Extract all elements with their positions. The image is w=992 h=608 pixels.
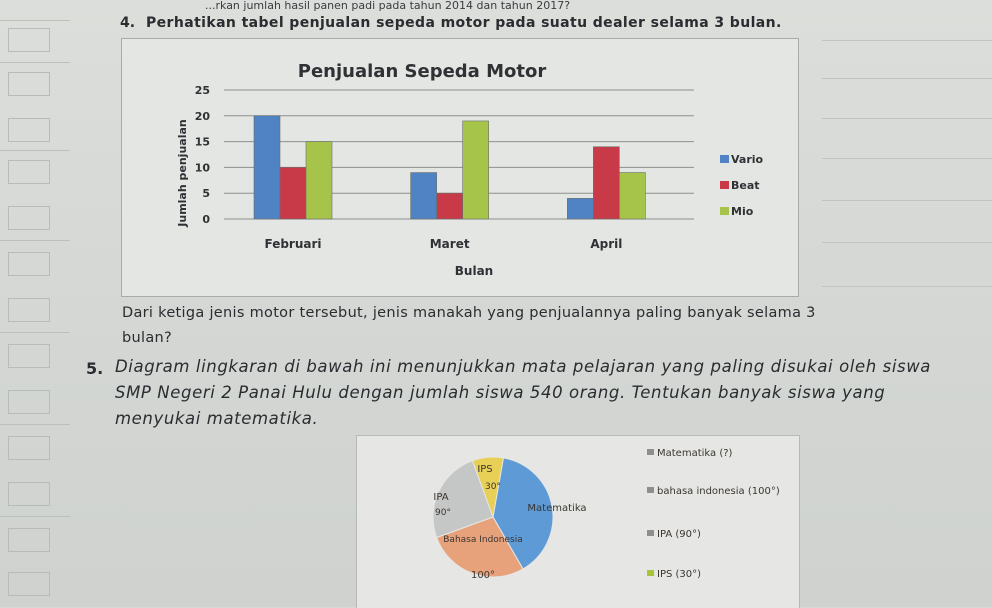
margin-box — [8, 206, 50, 230]
margin-line — [0, 424, 70, 425]
bar-chart-panel — [121, 38, 799, 297]
margin-box — [8, 28, 50, 52]
right-rule — [822, 286, 992, 287]
right-rule — [822, 158, 992, 159]
margin-line — [0, 516, 70, 517]
y-tick-label: 10 — [194, 161, 210, 175]
margin-box — [8, 252, 50, 276]
question-4-line-1: Dari ketiga jenis motor tersebut, jenis manakah yang penjualannya paling banyak selama 3 — [122, 305, 816, 321]
pie-label-ipa: IPA — [433, 492, 449, 503]
bar-mio-april — [619, 173, 645, 219]
pie-value-ipa: 90° — [435, 508, 451, 518]
chart-title: Penjualan Sepeda Motor — [297, 61, 547, 82]
bar-vario-februari — [254, 116, 280, 219]
bar-mio-februari — [306, 142, 332, 219]
pie-label-ips: IPS — [477, 464, 493, 475]
pie-legend-swatch — [647, 487, 654, 493]
right-rule — [822, 242, 992, 243]
legend-swatch-beat — [720, 181, 729, 189]
margin-box — [8, 344, 50, 368]
right-rule — [822, 40, 992, 41]
pie-legend-label: IPS (30°) — [657, 569, 702, 580]
bar-vario-april — [567, 198, 593, 219]
y-tick-label: 25 — [194, 84, 210, 97]
bar-mio-maret — [463, 121, 489, 219]
y-tick-label: 15 — [194, 135, 210, 149]
margin-box — [8, 72, 50, 96]
previous-question-fragment: ...rkan jumlah hasil panen padi pada tahun 2014 dan tahun 2017? — [205, 0, 571, 12]
bar-vario-maret — [411, 173, 437, 219]
question-4-prompt: Perhatikan tabel penjualan sepeda motor pada suatu dealer selama 3 bulan. — [146, 15, 782, 31]
legend-swatch-mio — [720, 207, 729, 215]
legend-label-beat: Beat — [731, 179, 760, 192]
margin-line — [0, 62, 70, 63]
margin-box — [8, 118, 50, 142]
x-tick-label: Maret — [429, 237, 470, 251]
question-5-line-3: menyukai matematika. — [115, 409, 319, 428]
y-tick-label: 20 — [194, 109, 210, 123]
pie-legend-swatch — [647, 449, 654, 455]
pie-label-bahasa-text: Bahasa Indonesia — [443, 535, 523, 545]
x-tick-label: April — [590, 237, 623, 251]
pie-legend-swatch — [647, 570, 654, 576]
question-5-line-1: Diagram lingkaran di bawah ini menunjukkan mata pelajaran yang paling disukai oleh siswa — [115, 357, 932, 376]
right-rule — [822, 118, 992, 119]
bar-beat-maret — [437, 193, 463, 219]
x-axis-label: Bulan — [454, 264, 494, 278]
pie-legend-label: IPA (90°) — [657, 529, 701, 540]
legend-label-vario: Vario — [731, 153, 764, 166]
margin-box — [8, 160, 50, 184]
margin-line — [0, 150, 70, 151]
margin-box — [8, 482, 50, 506]
pie-label-matematika: Matematika — [527, 503, 587, 514]
bar-beat-april — [593, 147, 619, 219]
margin-line — [0, 332, 70, 333]
question-4-line-2: bulan? — [122, 330, 172, 346]
margin-line — [0, 240, 70, 241]
legend-label-mio: Mio — [731, 205, 754, 218]
bar-chart — [122, 39, 798, 296]
y-axis-label: Jumlah penjualan — [176, 119, 189, 227]
right-rule — [822, 78, 992, 79]
margin-box — [8, 390, 50, 414]
pie-legend-label: bahasa indonesia (100°) — [657, 486, 780, 497]
bar-beat-februari — [280, 167, 306, 219]
pie-chart-panel — [356, 435, 800, 608]
y-tick-label: 0 — [202, 213, 210, 226]
margin-box — [8, 528, 50, 552]
pie-chart — [357, 436, 799, 608]
legend-swatch-vario — [720, 155, 729, 163]
right-rule — [822, 200, 992, 201]
margin-box — [8, 298, 50, 322]
question-5-number: 5. — [86, 359, 104, 378]
pie-value-ips: 30° — [485, 482, 501, 492]
question-5-line-2: SMP Negeri 2 Panai Hulu dengan jumlah siswa 540 orang. Tentukan banyak siswa yang — [115, 383, 886, 402]
pie-legend-label: Matematika (?) — [657, 448, 733, 459]
pie-legend-swatch — [647, 530, 654, 536]
question-4-number: 4. — [120, 15, 136, 31]
margin-box — [8, 436, 50, 460]
x-tick-label: Februari — [264, 237, 322, 251]
margin-box — [8, 572, 50, 596]
pie-value-bahasa: 100° — [470, 570, 496, 581]
margin-line — [0, 20, 70, 21]
pie-label-bahasa — [443, 535, 523, 545]
y-tick-label: 5 — [202, 187, 210, 201]
